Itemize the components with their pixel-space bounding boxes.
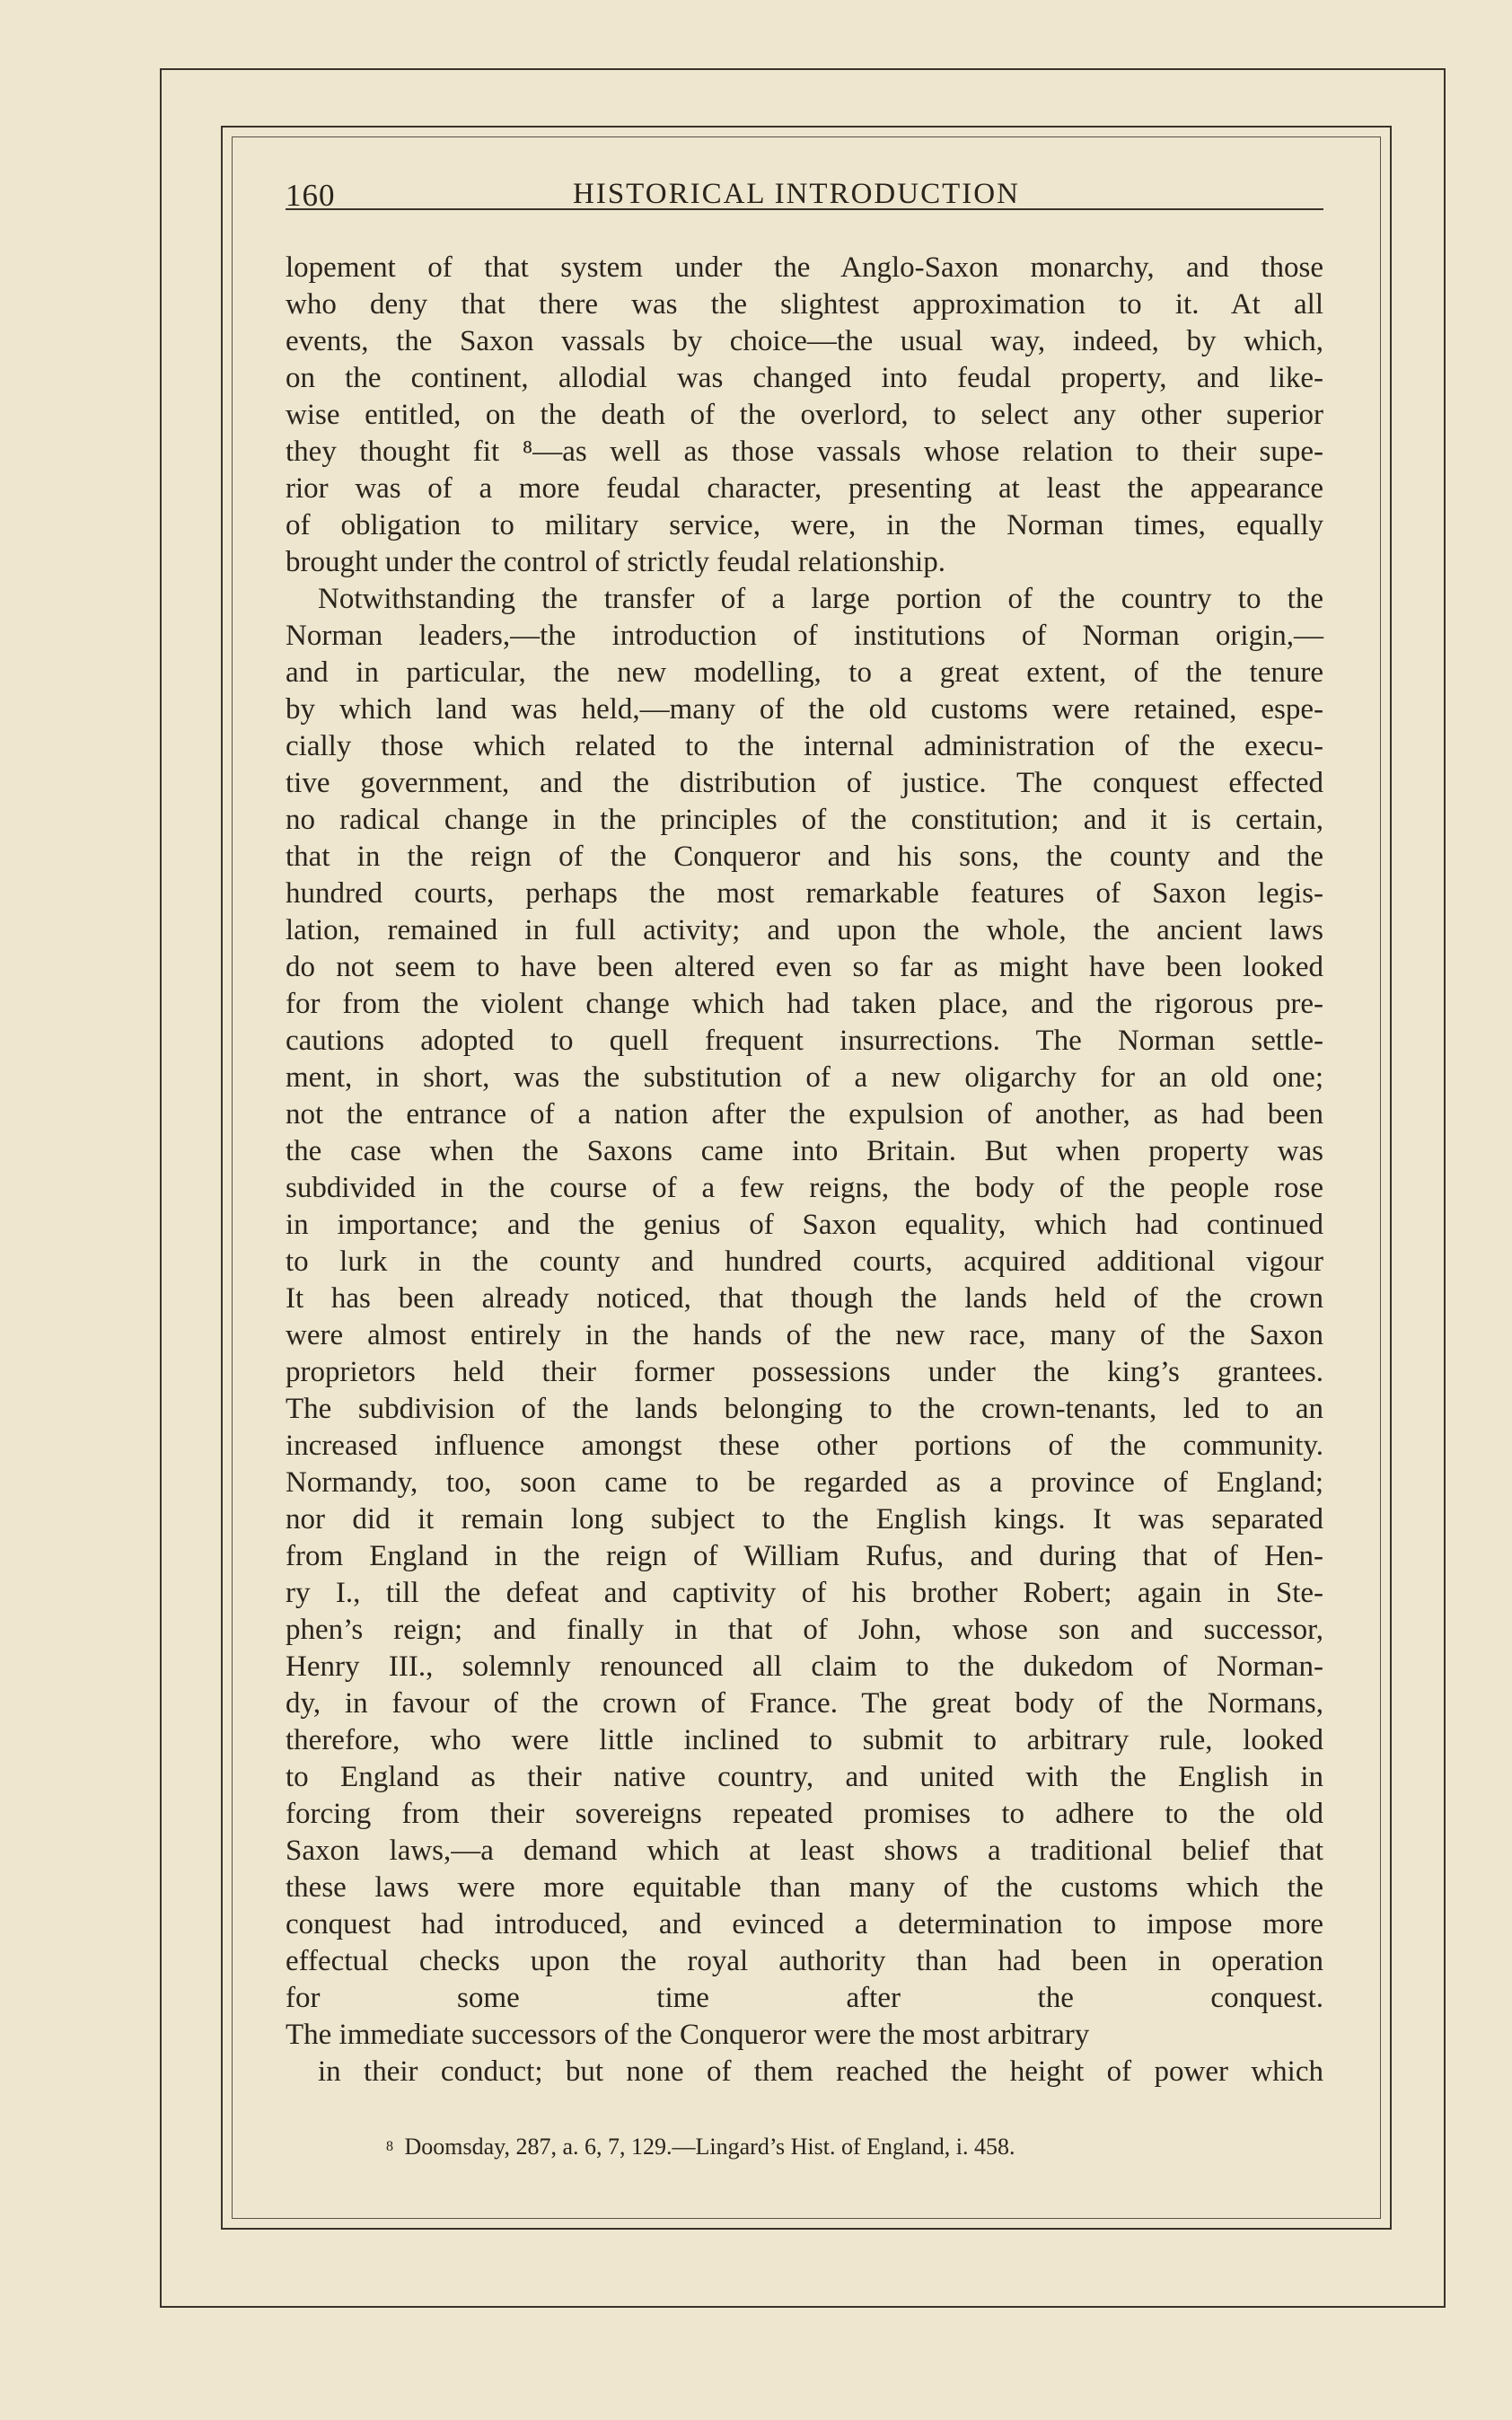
body-line: brought under the control of strictly feudal relationship. (286, 546, 945, 578)
page-content (286, 169, 1323, 2162)
body-line: in their conduct; but none of them reached the height of power which (318, 2055, 1323, 2088)
body-line: rior was of a more feudal character, presenting at least the appearance (286, 472, 1323, 505)
body-line: do not seem to have been altered even so far as might have been looked (286, 951, 1323, 983)
footnote (286, 2132, 1323, 2162)
body-line: these laws were more equitable than many of the customs which the (286, 1871, 1323, 1904)
body-line: Norman leaders,—the introduction of institutions of Norman origin,— (286, 620, 1323, 652)
body-line: forcing from their sovereigns repeated promises to adhere to the old (286, 1798, 1323, 1830)
body-line: nor did it remain long subject to the English kings. It was separated (286, 1503, 1323, 1536)
body-line: phen’s reign; and finally in that of John, whose son and successor, (286, 1614, 1323, 1646)
body-line: ment, in short, was the substitution of a new oligarchy for an old one; (286, 1061, 1323, 1094)
body-line: for some time after the conquest. (286, 1982, 1323, 2014)
body-line: events, the Saxon vassals by choice—the usual way, indeed, by which, (286, 325, 1323, 357)
body-line: The immediate successors of the Conqueror were the most arbitrary (286, 2019, 1090, 2051)
body-line: lation, remained in full activity; and upon the whole, the ancient laws (286, 914, 1323, 946)
body-text (286, 250, 1323, 2090)
body-line: for from the violent change which had taken place, and the rigorous pre- (286, 988, 1323, 1020)
body-line: not the entrance of a nation after the expulsion of another, as had been (286, 1098, 1323, 1131)
header-rule (286, 208, 1323, 210)
body-line: cially those which related to the internal administration of the execu- (286, 730, 1323, 762)
body-line: wise entitled, on the death of the overlord, to select any other superior (286, 399, 1323, 431)
body-line: It has been already noticed, that though the lands held of the crown (286, 1282, 1323, 1315)
body-line: Henry III., solemnly renounced all claim to the dukedom of Norman- (286, 1650, 1323, 1683)
body-line: Saxon laws,—a demand which at least shows a traditional belief that (286, 1835, 1323, 1867)
body-line: ry I., till the defeat and captivity of his brother Robert; again in Ste- (286, 1577, 1323, 1609)
running-head (286, 169, 1323, 213)
body-line: The subdivision of the lands belonging to the crown-tenants, led to an (286, 1393, 1323, 1425)
page-number: 160 (286, 178, 336, 213)
body-line: they thought fit ⁸—as well as those vassals whose relation to their supe- (286, 436, 1323, 468)
body-line: Normandy, too, soon came to be regarded as a province of England; (286, 1466, 1323, 1499)
body-line: lopement of that system under the Anglo-Saxon monarchy, and those (286, 251, 1323, 284)
body-line: from England in the reign of William Rufus, and during that of Hen- (286, 1540, 1323, 1572)
body-line: to England as their native country, and united with the English in (286, 1761, 1323, 1793)
body-line: therefore, who were little inclined to submit to arbitrary rule, looked (286, 1724, 1323, 1756)
body-line: no radical change in the principles of the constitution; and it is certain, (286, 804, 1323, 836)
body-line: that in the reign of the Conqueror and his sons, the county and the (286, 840, 1323, 873)
body-line: of obligation to military service, were, in the Norman times, equally (286, 509, 1323, 541)
body-line: effectual checks upon the royal authority than had been in operation (286, 1945, 1323, 1977)
body-line: subdivided in the course of a few reigns, the body of the people rose (286, 1172, 1323, 1204)
body-line: tive government, and the distribution of justice. The conquest effected (286, 767, 1323, 799)
body-line: increased influence amongst these other portions of the community. (286, 1430, 1323, 1462)
body-line: the case when the Saxons came into Britain. But when property was (286, 1135, 1323, 1167)
body-line: in importance; and the genius of Saxon equality, which had continued (286, 1209, 1323, 1241)
body-line: conquest had introduced, and evinced a determination to impose more (286, 1908, 1323, 1940)
body-line: to lurk in the county and hundred courts, acquired additional vigour (286, 1245, 1323, 1278)
body-line: were almost entirely in the hands of the new race, many of the Saxon (286, 1319, 1323, 1351)
body-line: dy, in favour of the crown of France. The great body of the Normans, (286, 1687, 1323, 1720)
body-line: cautions adopted to quell frequent insurrections. The Norman settle- (286, 1025, 1323, 1057)
body-line: on the continent, allodial was changed into feudal property, and like- (286, 362, 1323, 394)
footnote-text: Doomsday, 287, a. 6, 7, 129.—Lingard’s Hist. of England, i. 458. (404, 2134, 1015, 2160)
footnote-marker: 8 (386, 2139, 393, 2154)
body-line: Notwithstanding the transfer of a large portion of the country to the (318, 583, 1323, 615)
body-line: who deny that there was the slightest approximation to it. At all (286, 288, 1323, 321)
body-line: by which land was held,—many of the old customs were retained, espe- (286, 693, 1323, 726)
body-line: hundred courts, perhaps the most remarkable features of Saxon legis- (286, 877, 1323, 910)
body-line: and in particular, the new modelling, to a great extent, of the tenure (286, 656, 1323, 689)
body-line: proprietors held their former possessions under the king’s grantees. (286, 1356, 1323, 1388)
page-header-title: HISTORICAL INTRODUCTION (573, 178, 1020, 210)
